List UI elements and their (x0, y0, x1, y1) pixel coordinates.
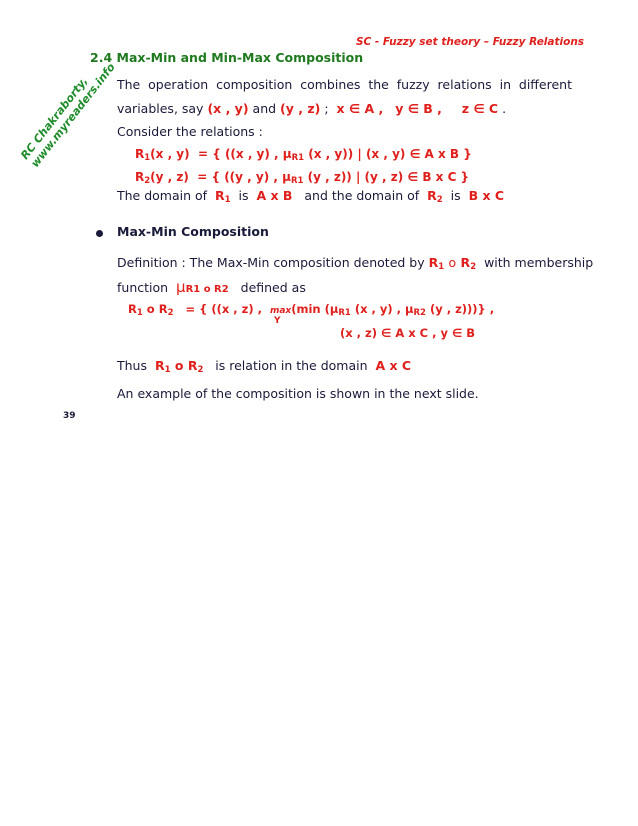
relation-r1: $R_1(x$ , y) = { ((x , y) , $\mu_{R1}$ (x , y)) | (x , y) ∈ A x B } (135, 147, 472, 163)
definition-line-2: function μR1 o R2 defined as (117, 278, 306, 296)
section-title: Max-Min and Min-Max Composition (116, 50, 364, 65)
thus-line: Thus $R_1$ o $R_2$ is relation in the domain A x C (117, 358, 412, 375)
y-in-b: y ∈ B , (395, 101, 442, 116)
example-note: An example of the composition is shown in the next slide. (117, 386, 479, 401)
intro-variables-text: variables, say (117, 101, 204, 116)
mu-symbol: μ (176, 278, 186, 296)
domain-line: The domain of $R_1$ is A x B and the domain of $R_2$ is B x C (117, 188, 505, 205)
section-heading (90, 50, 363, 65)
x-in-a: x ∈ A , (336, 101, 384, 116)
xy-pair: (x , y) (207, 101, 249, 116)
definition-line-1: Definition : The Max-Min composition denoted by $R_1$ o $R_2$ with membership (117, 255, 594, 272)
yz-pair: (y , z) (280, 101, 321, 116)
and-text: and (252, 101, 277, 116)
consider-text: Consider the relations : (117, 124, 263, 139)
header-subtitle: SC - Fuzzy set theory – Fuzzy Relations (356, 36, 585, 48)
maxmin-heading: Max-Min Composition (117, 224, 269, 239)
composition-domain: (x , z) ∈ A x C , y ∈ B (340, 326, 476, 340)
bullet-icon (96, 230, 103, 237)
watermark: RC Chakraborty, www.myreaders.info (18, 60, 118, 170)
composition-formula: $R_1$ o $R_2$ = { ((x , z) , max(min ($\mu_{R1}$ (x , y) , $\mu_{R2}$ (y , z)))} , (128, 302, 495, 318)
relation-r2: $R_2(y$ , z) = { ((y , y) , $\mu_{R1}$ (y , z)) | (y , z) ∈ B x C } (135, 170, 470, 186)
max-operator: max (269, 306, 292, 316)
intro-line-1: The operation composition combines the fuzzy relations in different (117, 77, 572, 92)
page-number: 39 (63, 411, 76, 421)
intro-line-2 (117, 101, 506, 116)
max-subscript-y: Y (274, 316, 281, 326)
semicolon: ; (324, 101, 329, 116)
section-number: 2.4 (90, 50, 113, 65)
z-in-c: z ∈ C (461, 101, 499, 116)
period: . (502, 101, 507, 116)
